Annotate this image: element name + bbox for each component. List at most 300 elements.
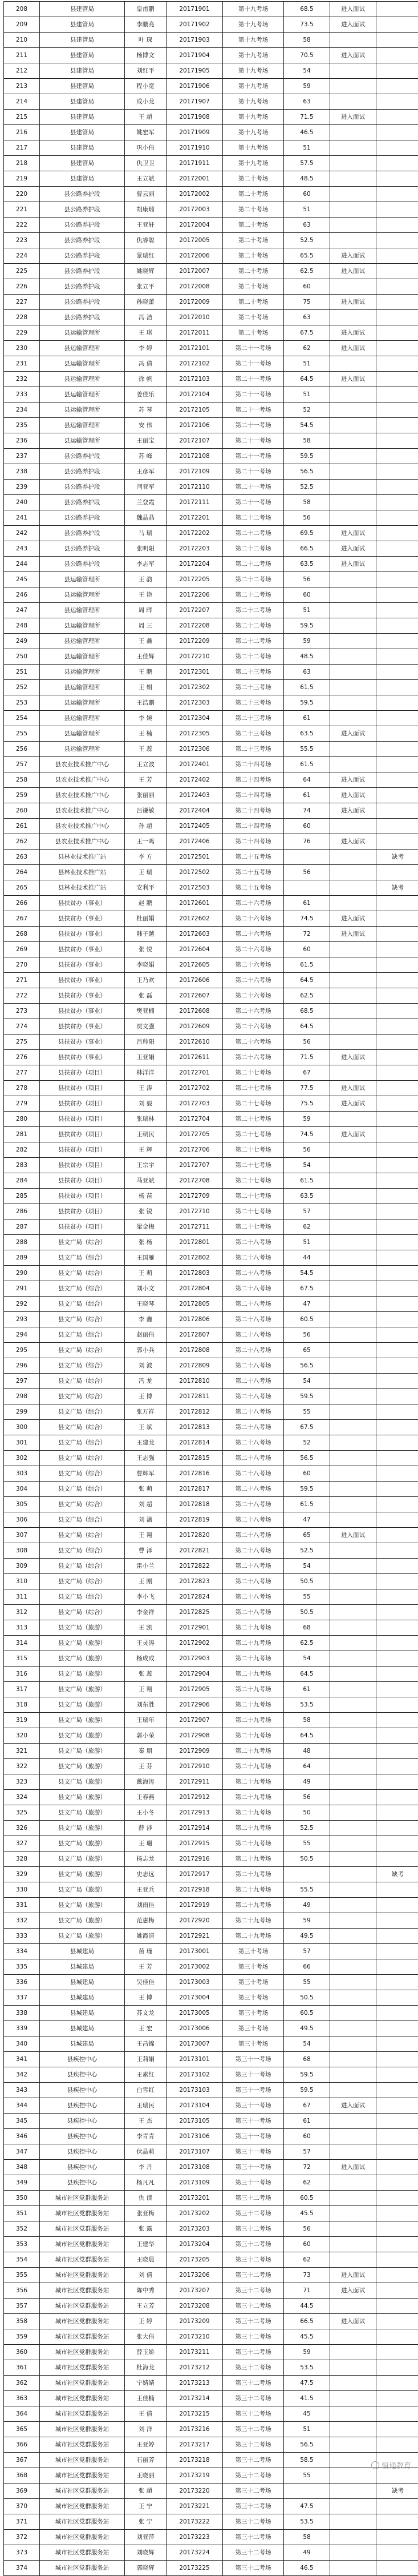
room-cell: 第二十三考场 xyxy=(223,711,284,726)
score-cell: 54 xyxy=(284,2036,330,2052)
score-cell: 49.5 xyxy=(284,1929,330,1944)
note-cell xyxy=(376,680,418,695)
room-cell: 第三十一考场 xyxy=(223,2052,284,2067)
status-cell xyxy=(330,2052,376,2067)
name-cell: 张 锐 xyxy=(125,1204,167,1219)
table-row xyxy=(4,2206,418,2221)
ticket-cell: 20172824 xyxy=(167,1589,223,1605)
note-cell xyxy=(376,2252,418,2268)
table-row xyxy=(4,634,418,649)
unit-cell: 县文广局（旅游） xyxy=(40,1697,125,1713)
status-cell xyxy=(330,1959,376,1975)
status-cell: 进入面试 xyxy=(330,772,376,788)
unit-cell: 县运输管理所 xyxy=(40,325,125,341)
room-cell: 第二十九考场 xyxy=(223,1805,284,1821)
unit-cell: 县文广局（综合） xyxy=(40,1266,125,1281)
status-cell xyxy=(330,418,376,433)
room-cell: 第二十考场 xyxy=(223,325,284,341)
name-cell: 薛 涉 xyxy=(125,1821,167,1836)
room-cell: 第三十二考场 xyxy=(223,2252,284,2268)
table-row xyxy=(4,2083,418,2098)
row-number: 327 xyxy=(4,1836,40,1852)
ticket-cell: 20172906 xyxy=(167,1697,223,1713)
table-row xyxy=(4,1651,418,1667)
unit-cell: 城市社区党群服务站 xyxy=(40,2283,125,2299)
status-cell xyxy=(330,1250,376,1266)
score-table xyxy=(3,1,418,2576)
status-cell xyxy=(330,2453,376,2468)
status-cell: 进入面试 xyxy=(330,1050,376,1065)
room-cell: 第二十七考场 xyxy=(223,1127,284,1142)
name-cell: 王 鹏 xyxy=(125,665,167,680)
status-cell xyxy=(330,2129,376,2144)
row-number: 362 xyxy=(4,2376,40,2391)
status-cell: 进入面试 xyxy=(330,110,376,125)
score-cell: 59.5 xyxy=(284,1482,330,1497)
status-cell xyxy=(330,2221,376,2237)
name-cell: 范惠梅 xyxy=(125,1913,167,1929)
ticket-cell: 20173002 xyxy=(167,1959,223,1975)
status-cell xyxy=(330,495,376,510)
unit-cell: 县运输管理所 xyxy=(40,341,125,356)
status-cell xyxy=(330,33,376,48)
room-cell: 第二十八考场 xyxy=(223,1605,284,1620)
status-cell xyxy=(330,233,376,248)
status-cell xyxy=(330,2006,376,2021)
score-cell: 61.5 xyxy=(284,757,330,772)
row-number: 275 xyxy=(4,1035,40,1050)
table-row xyxy=(4,587,418,603)
score-cell: 51 xyxy=(284,140,330,156)
note-cell xyxy=(376,1266,418,1281)
name-cell: 王 博 xyxy=(125,1990,167,2006)
name-cell: 王 楠 xyxy=(125,726,167,742)
row-number: 241 xyxy=(4,510,40,526)
ticket-cell: 20172204 xyxy=(167,557,223,572)
name-cell: 张 杨 xyxy=(125,1235,167,1250)
row-number: 239 xyxy=(4,480,40,495)
name-cell: 王宗宇 xyxy=(125,1158,167,1173)
room-cell: 第三十二考场 xyxy=(223,2376,284,2391)
name-cell: 张丽丽 xyxy=(125,788,167,803)
row-number: 259 xyxy=(4,788,40,803)
name-cell: 徐 帆 xyxy=(125,372,167,387)
name-cell: 王瑞民 xyxy=(125,2098,167,2114)
ticket-cell: 20173218 xyxy=(167,2453,223,2468)
name-cell: 成小龙 xyxy=(125,94,167,110)
score-cell: 56.5 xyxy=(284,464,330,480)
table-row xyxy=(4,63,418,79)
score-cell: 55 xyxy=(284,1404,330,1420)
name-cell: 马 瑞 xyxy=(125,526,167,541)
room-cell: 第二十三考场 xyxy=(223,665,284,680)
unit-cell: 县扶贫办（项目） xyxy=(40,1065,125,1081)
table-row xyxy=(4,772,418,788)
status-cell xyxy=(330,1559,376,1574)
room-cell: 第十九考场 xyxy=(223,156,284,171)
name-cell: 周 三 xyxy=(125,618,167,634)
status-cell xyxy=(330,310,376,325)
note-cell xyxy=(376,2437,418,2453)
table-row xyxy=(4,834,418,850)
status-cell xyxy=(330,1420,376,1435)
score-cell: 64 xyxy=(284,772,330,788)
room-cell: 第二十一考场 xyxy=(223,464,284,480)
note-cell xyxy=(376,341,418,356)
row-number: 303 xyxy=(4,1466,40,1482)
ticket-cell: 20172609 xyxy=(167,1019,223,1035)
note-cell xyxy=(376,1990,418,2006)
ticket-cell: 20172606 xyxy=(167,973,223,988)
ticket-cell: 20172010 xyxy=(167,310,223,325)
name-cell: 仇 读 xyxy=(125,2191,167,2206)
note-cell xyxy=(376,2376,418,2391)
room-cell: 第二十五考场 xyxy=(223,865,284,880)
score-cell: 60 xyxy=(284,1466,330,1482)
unit-cell: 县文广局（综合） xyxy=(40,1435,125,1451)
status-cell xyxy=(330,2237,376,2252)
row-number: 346 xyxy=(4,2129,40,2144)
ticket-cell: 20172304 xyxy=(167,711,223,726)
ticket-cell: 20172918 xyxy=(167,1882,223,1898)
score-cell: 55.5 xyxy=(284,742,330,757)
name-cell: 王 超 xyxy=(125,110,167,125)
score-cell: 52 xyxy=(284,1435,330,1451)
room-cell: 第三十二考场 xyxy=(223,2237,284,2252)
row-number: 312 xyxy=(4,1605,40,1620)
note-cell xyxy=(376,125,418,140)
status-cell xyxy=(330,1944,376,1959)
note-cell xyxy=(376,1975,418,1990)
ticket-cell: 20173006 xyxy=(167,2021,223,2036)
room-cell: 第三十考场 xyxy=(223,1944,284,1959)
unit-cell: 县扶贫办（项目） xyxy=(40,1096,125,1112)
ticket-cell: 20172909 xyxy=(167,1744,223,1759)
status-cell xyxy=(330,1882,376,1898)
unit-cell: 县运输管理所 xyxy=(40,665,125,680)
note-cell xyxy=(376,48,418,63)
room-cell: 第十九考场 xyxy=(223,17,284,33)
ticket-cell: 20172811 xyxy=(167,1389,223,1404)
note-cell xyxy=(376,233,418,248)
ticket-cell: 20173106 xyxy=(167,2129,223,2144)
row-number: 213 xyxy=(4,79,40,94)
note-cell xyxy=(376,1158,418,1173)
table-row xyxy=(4,33,418,48)
row-number: 363 xyxy=(4,2391,40,2406)
status-cell xyxy=(330,1836,376,1852)
note-cell xyxy=(376,279,418,295)
unit-cell: 县运输管理所 xyxy=(40,634,125,649)
name-cell: 姚晓辉 xyxy=(125,264,167,279)
score-sheet xyxy=(3,1,415,2576)
unit-cell: 县建管局 xyxy=(40,17,125,33)
table-row xyxy=(4,2268,418,2283)
status-cell xyxy=(330,1482,376,1497)
name-cell: 陈中秀 xyxy=(125,2283,167,2299)
status-cell xyxy=(330,187,376,202)
ticket-cell: 20172011 xyxy=(167,325,223,341)
row-number: 230 xyxy=(4,341,40,356)
table-row xyxy=(4,1204,418,1219)
row-number: 269 xyxy=(4,942,40,957)
room-cell: 第三十二考场 xyxy=(223,2484,284,2499)
ticket-cell: 20172820 xyxy=(167,1528,223,1543)
note-cell xyxy=(376,1774,418,1790)
score-cell: 47.5 xyxy=(284,2499,330,2514)
room-cell: 第二十一考场 xyxy=(223,480,284,495)
name-cell: 刘 波 xyxy=(125,1358,167,1374)
status-cell xyxy=(330,1620,376,1636)
ticket-cell: 20172108 xyxy=(167,449,223,464)
room-cell: 第三十二考场 xyxy=(223,2406,284,2422)
score-cell: 56 xyxy=(284,1142,330,1158)
name-cell: 韩子越 xyxy=(125,927,167,942)
wechat-icon xyxy=(371,2461,379,2469)
ticket-cell: 20172809 xyxy=(167,1358,223,1374)
status-cell xyxy=(330,1651,376,1667)
name-cell: 王 艳 xyxy=(125,587,167,603)
ticket-cell: 20173202 xyxy=(167,2206,223,2221)
room-cell: 第二十六考场 xyxy=(223,896,284,911)
table-row xyxy=(4,218,418,233)
name-cell: 张 萌 xyxy=(125,1482,167,1497)
ticket-cell: 20173215 xyxy=(167,2406,223,2422)
table-row xyxy=(4,1836,418,1852)
status-cell xyxy=(330,1682,376,1697)
note-cell xyxy=(376,2299,418,2314)
row-number: 334 xyxy=(4,1944,40,1959)
ticket-cell: 20172703 xyxy=(167,1096,223,1112)
note-cell xyxy=(376,1204,418,1219)
score-cell: 54.5 xyxy=(284,1266,330,1281)
status-cell xyxy=(330,2545,376,2561)
note-cell xyxy=(376,788,418,803)
note-cell xyxy=(376,1343,418,1358)
name-cell: 杨志龙 xyxy=(125,1852,167,1867)
room-cell: 第三十考场 xyxy=(223,1959,284,1975)
table-row xyxy=(4,418,418,433)
ticket-cell: 20172105 xyxy=(167,402,223,418)
room-cell: 第二十七考场 xyxy=(223,1112,284,1127)
row-number: 266 xyxy=(4,896,40,911)
unit-cell: 县运输管理所 xyxy=(40,402,125,418)
table-row xyxy=(4,341,418,356)
row-number: 263 xyxy=(4,850,40,865)
name-cell: 李 方 xyxy=(125,850,167,865)
room-cell: 第二十二考场 xyxy=(223,526,284,541)
name-cell: 张 超 xyxy=(125,2484,167,2499)
row-number: 232 xyxy=(4,372,40,387)
room-cell: 第二十九考场 xyxy=(223,1744,284,1759)
status-cell xyxy=(330,1035,376,1050)
name-cell: 苏文龙 xyxy=(125,2006,167,2021)
name-cell: 孙晓蕾 xyxy=(125,295,167,310)
table-row xyxy=(4,1389,418,1404)
ticket-cell: 20171911 xyxy=(167,156,223,171)
row-number: 285 xyxy=(4,1189,40,1204)
ticket-cell: 20172701 xyxy=(167,1065,223,1081)
row-number: 214 xyxy=(4,94,40,110)
unit-cell: 县公路养护段 xyxy=(40,510,125,526)
score-cell: 54.5 xyxy=(284,418,330,433)
table-row xyxy=(4,1605,418,1620)
table-row xyxy=(4,1805,418,1821)
table-row xyxy=(4,480,418,495)
ticket-cell: 20172006 xyxy=(167,248,223,264)
unit-cell: 县扶贫办（项目） xyxy=(40,1173,125,1189)
unit-cell: 县运输管理所 xyxy=(40,618,125,634)
table-row xyxy=(4,649,418,665)
row-number: 284 xyxy=(4,1173,40,1189)
score-cell: 55.5 xyxy=(284,1882,330,1898)
room-cell: 第三十二考场 xyxy=(223,2468,284,2484)
table-row xyxy=(4,1327,418,1343)
note-cell xyxy=(376,957,418,973)
status-cell xyxy=(330,988,376,1004)
name-cell: 张瑞林 xyxy=(125,1112,167,1127)
table-row xyxy=(4,572,418,587)
ticket-cell: 20172917 xyxy=(167,1867,223,1882)
row-number: 212 xyxy=(4,63,40,79)
row-number: 324 xyxy=(4,1790,40,1805)
status-cell xyxy=(330,2376,376,2391)
name-cell: 冯 洁 xyxy=(125,310,167,325)
score-cell: 59 xyxy=(284,2345,330,2360)
ticket-cell: 20172210 xyxy=(167,649,223,665)
note-cell xyxy=(376,1096,418,1112)
unit-cell: 县运输管理所 xyxy=(40,356,125,372)
note-cell xyxy=(376,2545,418,2561)
table-row xyxy=(4,1081,418,1096)
status-cell xyxy=(330,356,376,372)
unit-cell: 县公路养护段 xyxy=(40,541,125,557)
room-cell: 第三十考场 xyxy=(223,2021,284,2036)
unit-cell: 县扶贫办（事业） xyxy=(40,973,125,988)
table-row xyxy=(4,1959,418,1975)
ticket-cell: 20172902 xyxy=(167,1636,223,1651)
ticket-cell: 20172801 xyxy=(167,1235,223,1250)
table-row xyxy=(4,680,418,695)
status-cell: 进入面试 xyxy=(330,2160,376,2175)
unit-cell: 县公路养护段 xyxy=(40,464,125,480)
name-cell: 王 涛 xyxy=(125,1081,167,1096)
unit-cell: 县文广局（旅游） xyxy=(40,1882,125,1898)
note-cell xyxy=(376,572,418,587)
unit-cell: 县文广局（旅游） xyxy=(40,1667,125,1682)
name-cell: 苗 瑾 xyxy=(125,1944,167,1959)
note-cell xyxy=(376,742,418,757)
name-cell: 王浩鹏 xyxy=(125,695,167,711)
ticket-cell: 20172608 xyxy=(167,1004,223,1019)
note-cell xyxy=(376,1112,418,1127)
unit-cell: 县农业技术推广中心 xyxy=(40,819,125,834)
ticket-cell: 20172003 xyxy=(167,202,223,218)
score-cell: 67.5 xyxy=(284,1281,330,1297)
unit-cell: 县城建局 xyxy=(40,1959,125,1975)
table-row xyxy=(4,2545,418,2561)
unit-cell: 县文广局（旅游） xyxy=(40,1759,125,1774)
unit-cell: 城市社区党群服务站 xyxy=(40,2406,125,2422)
status-cell xyxy=(330,957,376,973)
name-cell: 王春燕 xyxy=(125,1790,167,1805)
note-cell xyxy=(376,325,418,341)
table-row xyxy=(4,1898,418,1913)
row-number: 277 xyxy=(4,1065,40,1081)
unit-cell: 县运输管理所 xyxy=(40,387,125,402)
note-cell xyxy=(376,1651,418,1667)
score-cell: 54 xyxy=(284,1158,330,1173)
name-cell: 宁婧婧 xyxy=(125,2376,167,2391)
unit-cell: 县文广局（旅游） xyxy=(40,1744,125,1759)
row-number: 236 xyxy=(4,433,40,449)
score-cell: 46.5 xyxy=(284,2561,330,2576)
status-cell xyxy=(330,896,376,911)
row-number: 281 xyxy=(4,1127,40,1142)
score-cell: 63 xyxy=(284,310,330,325)
row-number: 344 xyxy=(4,2098,40,2114)
unit-cell: 县文广局（旅游） xyxy=(40,1867,125,1882)
unit-cell: 县文广局（旅游） xyxy=(40,1636,125,1651)
ticket-cell: 20172702 xyxy=(167,1081,223,1096)
note-cell xyxy=(376,819,418,834)
ticket-cell: 20172910 xyxy=(167,1759,223,1774)
score-cell xyxy=(284,850,330,865)
unit-cell: 县建管局 xyxy=(40,33,125,48)
row-number: 352 xyxy=(4,2221,40,2237)
row-number: 310 xyxy=(4,1574,40,1589)
status-cell xyxy=(330,2484,376,2499)
ticket-cell: 20172823 xyxy=(167,1574,223,1589)
room-cell: 第二十四考场 xyxy=(223,834,284,850)
name-cell: 王 杰 xyxy=(125,2114,167,2129)
note-cell xyxy=(376,865,418,880)
name-cell: 姜佳乐 xyxy=(125,387,167,402)
score-cell: 60.5 xyxy=(284,1312,330,1327)
row-number: 302 xyxy=(4,1451,40,1466)
status-cell xyxy=(330,695,376,711)
note-cell xyxy=(376,1050,418,1065)
note-cell xyxy=(376,480,418,495)
ticket-cell: 20173204 xyxy=(167,2237,223,2252)
name-cell: 张 露 xyxy=(125,2221,167,2237)
unit-cell: 县文广局（综合） xyxy=(40,1389,125,1404)
ticket-cell: 20172818 xyxy=(167,1497,223,1512)
score-cell: 51 xyxy=(284,1235,330,1250)
table-row xyxy=(4,2561,418,2576)
score-cell: 59 xyxy=(284,1112,330,1127)
name-cell: 兰登霞 xyxy=(125,495,167,510)
name-cell: 王 鑫 xyxy=(125,634,167,649)
table-row xyxy=(4,2221,418,2237)
status-cell xyxy=(330,1451,376,1466)
row-number: 318 xyxy=(4,1697,40,1713)
unit-cell: 县文广局（综合） xyxy=(40,1482,125,1497)
note-cell xyxy=(376,1697,418,1713)
ticket-cell: 20172102 xyxy=(167,356,223,372)
room-cell: 第十九考场 xyxy=(223,125,284,140)
score-cell: 73.5 xyxy=(284,17,330,33)
name-cell: 林洋洋 xyxy=(125,1065,167,1081)
row-number: 330 xyxy=(4,1882,40,1898)
unit-cell: 县建管局 xyxy=(40,63,125,79)
row-number: 260 xyxy=(4,803,40,819)
score-cell: 62 xyxy=(284,2175,330,2191)
note-cell xyxy=(376,1466,418,1482)
table-row xyxy=(4,2406,418,2422)
ticket-cell: 20173217 xyxy=(167,2437,223,2453)
score-cell: 50.5 xyxy=(284,1990,330,2006)
